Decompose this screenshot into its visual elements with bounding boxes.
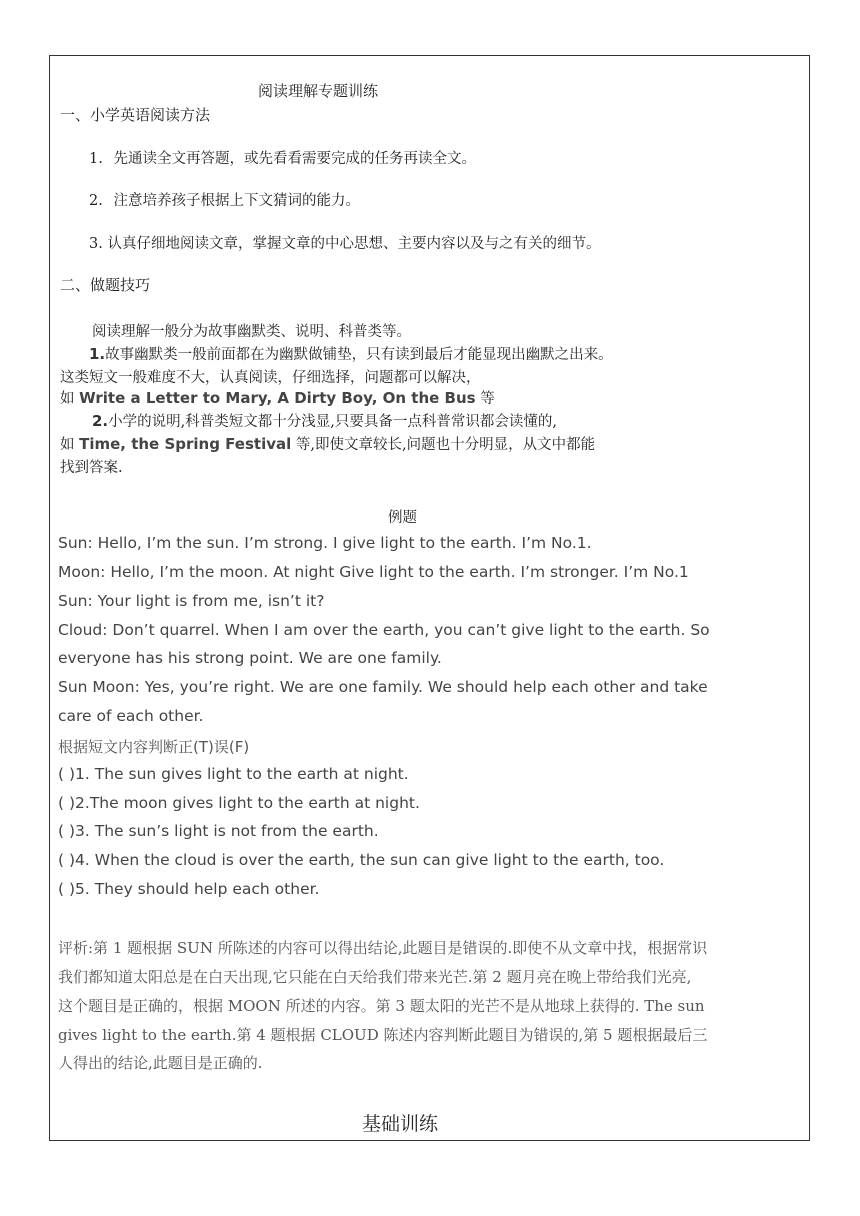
tips-paragraph-2-num: 2. xyxy=(92,412,109,430)
method-item-1-num: 1. xyxy=(89,151,103,167)
tips-paragraph-2 xyxy=(92,410,557,431)
method-item-1 xyxy=(89,147,476,168)
analysis-line-1: 评析:第 1 题根据 SUN 所陈述的内容可以得出结论,此题目是错误的.即使不从文章中找，根据常识 xyxy=(58,939,708,957)
question-2: ( )2.The moon gives light to the earth at night. xyxy=(58,794,420,812)
tips-paragraph-1-line3 xyxy=(60,387,495,408)
question-3: ( )3. The sun’s light is not from the earth. xyxy=(58,822,379,840)
tips-paragraph-1 xyxy=(89,343,613,364)
method-item-3 xyxy=(89,232,600,253)
question-instruction-cn: 根据短文内容判断正 xyxy=(58,738,194,756)
question-1: ( )1. The sun gives light to the earth at night. xyxy=(58,765,409,783)
tips-paragraph-1-text: 故事幽默类一般前面都在为幽默做铺垫，只有读到最后才能显现出幽默之出来。 xyxy=(105,347,613,363)
question-5: ( )5. They should help each other. xyxy=(58,880,320,898)
dialogue-line-7: care of each other. xyxy=(58,707,204,725)
section2-heading: 二、做题技巧 xyxy=(60,276,151,294)
tips-paragraph-1-suffix: 等 xyxy=(475,391,495,407)
example-heading: 例题 xyxy=(388,510,417,526)
question-4: ( )4. When the cloud is over the earth, the sun can give light to the earth, too. xyxy=(58,851,665,869)
dialogue-line-1: Sun: Hello, I’m the sun. I’m strong. I give light to the earth. I’m No.1. xyxy=(58,534,592,552)
method-item-1-text: 先通读全文再答题，或先看看需要完成的任务再读全文。 xyxy=(113,151,476,167)
tips-paragraph-2-line2 xyxy=(60,433,595,454)
dialogue-line-3: Sun: Your light is from me, isn’t it? xyxy=(58,592,325,610)
tips-paragraph-1-num: 1. xyxy=(89,345,106,363)
method-item-3-num: 3. xyxy=(89,236,103,252)
analysis-line-2: 我们都知道太阳总是在白天出现,它只能在白天给我们带来光芒.第 2 题月亮在晚上带给我们光亮, xyxy=(58,968,692,986)
tips-paragraph-1-prefix: 如 xyxy=(60,391,80,407)
tips-paragraph-1-line2: 这类短文一般难度不大，认真阅读，仔细选择，问题都可以解决， xyxy=(60,370,481,386)
dialogue-line-6: Sun Moon: Yes, you’re right. We are one family. We should help each other and take xyxy=(58,678,708,696)
method-item-3-text: 认真仔细地阅读文章，掌握文章的中心思想、主要内容以及与之有关的细节。 xyxy=(107,236,601,252)
dialogue-line-4: Cloud: Don’t quarrel. When I am over the earth, you can’t give light to the earth. So xyxy=(58,621,710,639)
question-instruction xyxy=(58,736,249,757)
tips-paragraph-2-line3: 找到答案. xyxy=(60,460,123,476)
section1-heading: 一、小学英语阅读方法 xyxy=(60,106,211,124)
dialogue-line-2: Moon: Hello, I’m the moon. At night Give light to the earth. I’m stronger. I’m No.1 xyxy=(58,563,689,581)
analysis-line-3: 这个题目是正确的，根据 MOON 所述的内容。第 3 题太阳的光芒不是从地球上获得的. The sun xyxy=(58,997,705,1015)
tips-paragraph-2-examples: Time, the Spring Festival xyxy=(79,435,292,453)
tips-paragraph-1-examples: Write a Letter to Mary, A Dirty Boy, On the Bus xyxy=(79,389,476,407)
basic-training-heading: 基础训练 xyxy=(362,1113,439,1135)
tips-intro: 阅读理解一般分为故事幽默类、说明、科普类等。 xyxy=(92,324,411,340)
analysis-line-4: gives light to the earth.第 4 题根据 CLOUD 陈述内容判断此题目为错误的,第 5 题根据最后三 xyxy=(58,1026,708,1044)
tips-paragraph-2-text: 小学的说明,科普类短文都十分浅显,只要具备一点科普常识都会读懂的, xyxy=(108,414,557,430)
tips-paragraph-2-suffix: 等,即使文章较长,问题也十分明显，从文中都能 xyxy=(291,437,596,453)
method-item-2 xyxy=(89,189,360,210)
question-instruction-tf: (T)误(F) xyxy=(193,738,250,756)
analysis-line-5: 人得出的结论,此题目是正确的. xyxy=(58,1054,263,1072)
method-item-2-text: 注意培养孩子根据上下文猜词的能力。 xyxy=(113,193,360,209)
method-item-2-num: 2. xyxy=(89,193,103,209)
dialogue-line-5: everyone has his strong point. We are one family. xyxy=(58,649,442,667)
tips-paragraph-2-prefix: 如 xyxy=(60,437,80,453)
page-title: 阅读理解专题训练 xyxy=(258,82,379,100)
